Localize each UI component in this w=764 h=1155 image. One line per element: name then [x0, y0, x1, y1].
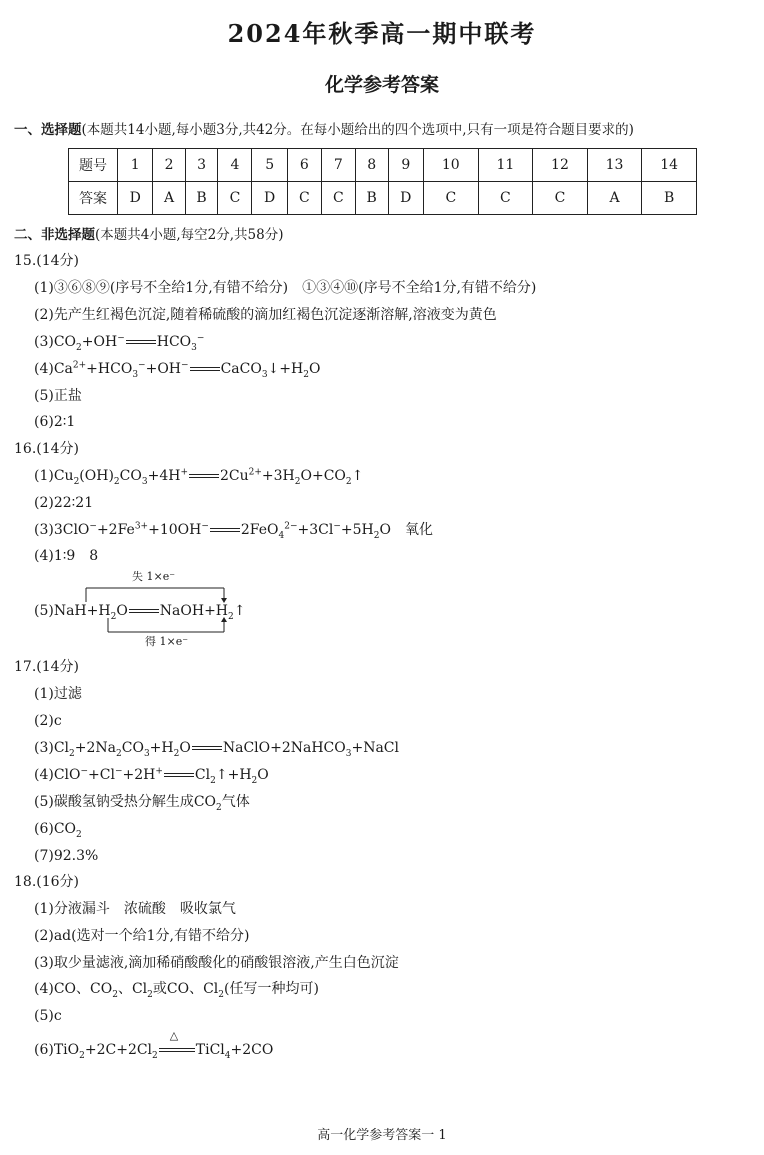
q15-answer-1: (1)③⑥⑧⑨(序号不全给1分,有错不给分) ①③④⑩(序号不全给1分,有错不给分)	[34, 280, 537, 296]
q16-answer-2: (2)22∶21	[34, 495, 94, 511]
page-footer: 高一化学参考答案一 1	[317, 1128, 447, 1143]
q17-answer-1: (1)过滤	[34, 686, 82, 702]
q18-answer-5: (5)c	[34, 1008, 62, 1024]
section1-heading: 一、选择题(本题共14小题,每小题3分,共42分。在每小题给出的四个选项中,只有一项是符合题目要求的)	[14, 122, 634, 138]
heat-condition-icon: △	[169, 1029, 179, 1042]
lose-electron-label: 失 1×e⁻	[132, 570, 176, 583]
table-row-numbers: 题号 1 2 3 4 5 6 7 8 9 10 11 12 13 14	[69, 149, 697, 182]
q18-answer-3: (3)取少量滤液,滴加稀硝酸酸化的硝酸银溶液,产生白色沉淀	[34, 955, 399, 971]
q18-answer-4: (4)CO、$CO_2$、$Cl_2$或CO、$Cl_2$(任写一种均可)	[34, 981, 319, 1000]
q18-heading: 18.(16分)	[14, 874, 80, 890]
q16-answer-5: $(5)NaH+H_2O$ $NaOH+H_2↑$	[34, 603, 246, 622]
q17-answer-4: (4)ClO−+Cl−+2H+ $Cl_2↑+H_2O$	[34, 766, 269, 786]
q18-answer-6: $(6)TiO_2+2C+2Cl_2$ △ TiCl$_4$+2CO	[34, 1029, 274, 1061]
q18-answer-2: (2)ad(选对一个给1分,有错不给分)	[34, 928, 250, 944]
q15-answer-6: (6)2∶1	[34, 414, 76, 430]
page-title: 2024年秋季高一期中联考	[227, 19, 537, 48]
q16-answer-4: (4)1∶9 8	[34, 548, 99, 564]
q17-answer-5: (5)碳酸氢钠受热分解生成$CO_2$气体	[34, 794, 250, 813]
q17-answer-3: $(3)Cl_2+2Na_2CO_3+H_2O$ NaClO+2NaHCO$_3$+NaCl	[34, 740, 400, 759]
q18-answer-1: (1)分液漏斗 浓硫酸 吸收氯气	[34, 901, 236, 917]
page-subtitle: 化学参考答案	[324, 74, 439, 96]
q16-answer-3: $(3)3ClO^-+2Fe^{3+}+10OH^-$ $2FeO_4^{2-}+3Cl^-+5H_2O$ 氧化	[34, 521, 433, 541]
q16-heading: 16.(14分)	[14, 441, 80, 457]
q17-answer-7: (7)92.3%	[34, 848, 99, 864]
q15-answer-3: $(3)CO_2+OH^-$ $HCO_3^-$	[34, 333, 205, 353]
q16-answer-1: $(1)Cu_2(OH)_2CO_3+4H^+$ $2Cu^{2+}+3H_2O+CO_2↑$	[34, 467, 364, 487]
q15-answer-4: $(4)Ca^{2+}+HCO_3^-+OH^-$ $CaCO_3↓+H_2O$	[34, 360, 321, 380]
q17-heading: 17.(14分)	[14, 659, 80, 675]
gain-electron-label: 得 1×e⁻	[145, 635, 189, 648]
q17-answer-2: (2)c	[34, 713, 62, 729]
q17-answer-6: $(6)CO_2$	[34, 821, 82, 840]
table-row-answers: 答案 D A B C D C C B D C C C A B	[69, 182, 697, 215]
section2-heading: 二、非选择题(本题共4小题,每空2分,共58分)	[14, 227, 284, 243]
q15-answer-5: (5)正盐	[34, 388, 82, 404]
q15-answer-2: (2)先产生红褐色沉淀,随着稀硫酸的滴加红褐色沉淀逐渐溶解,溶液变为黄色	[34, 307, 497, 323]
q15-heading: 15.(14分)	[14, 253, 80, 269]
answer-table	[68, 148, 697, 215]
